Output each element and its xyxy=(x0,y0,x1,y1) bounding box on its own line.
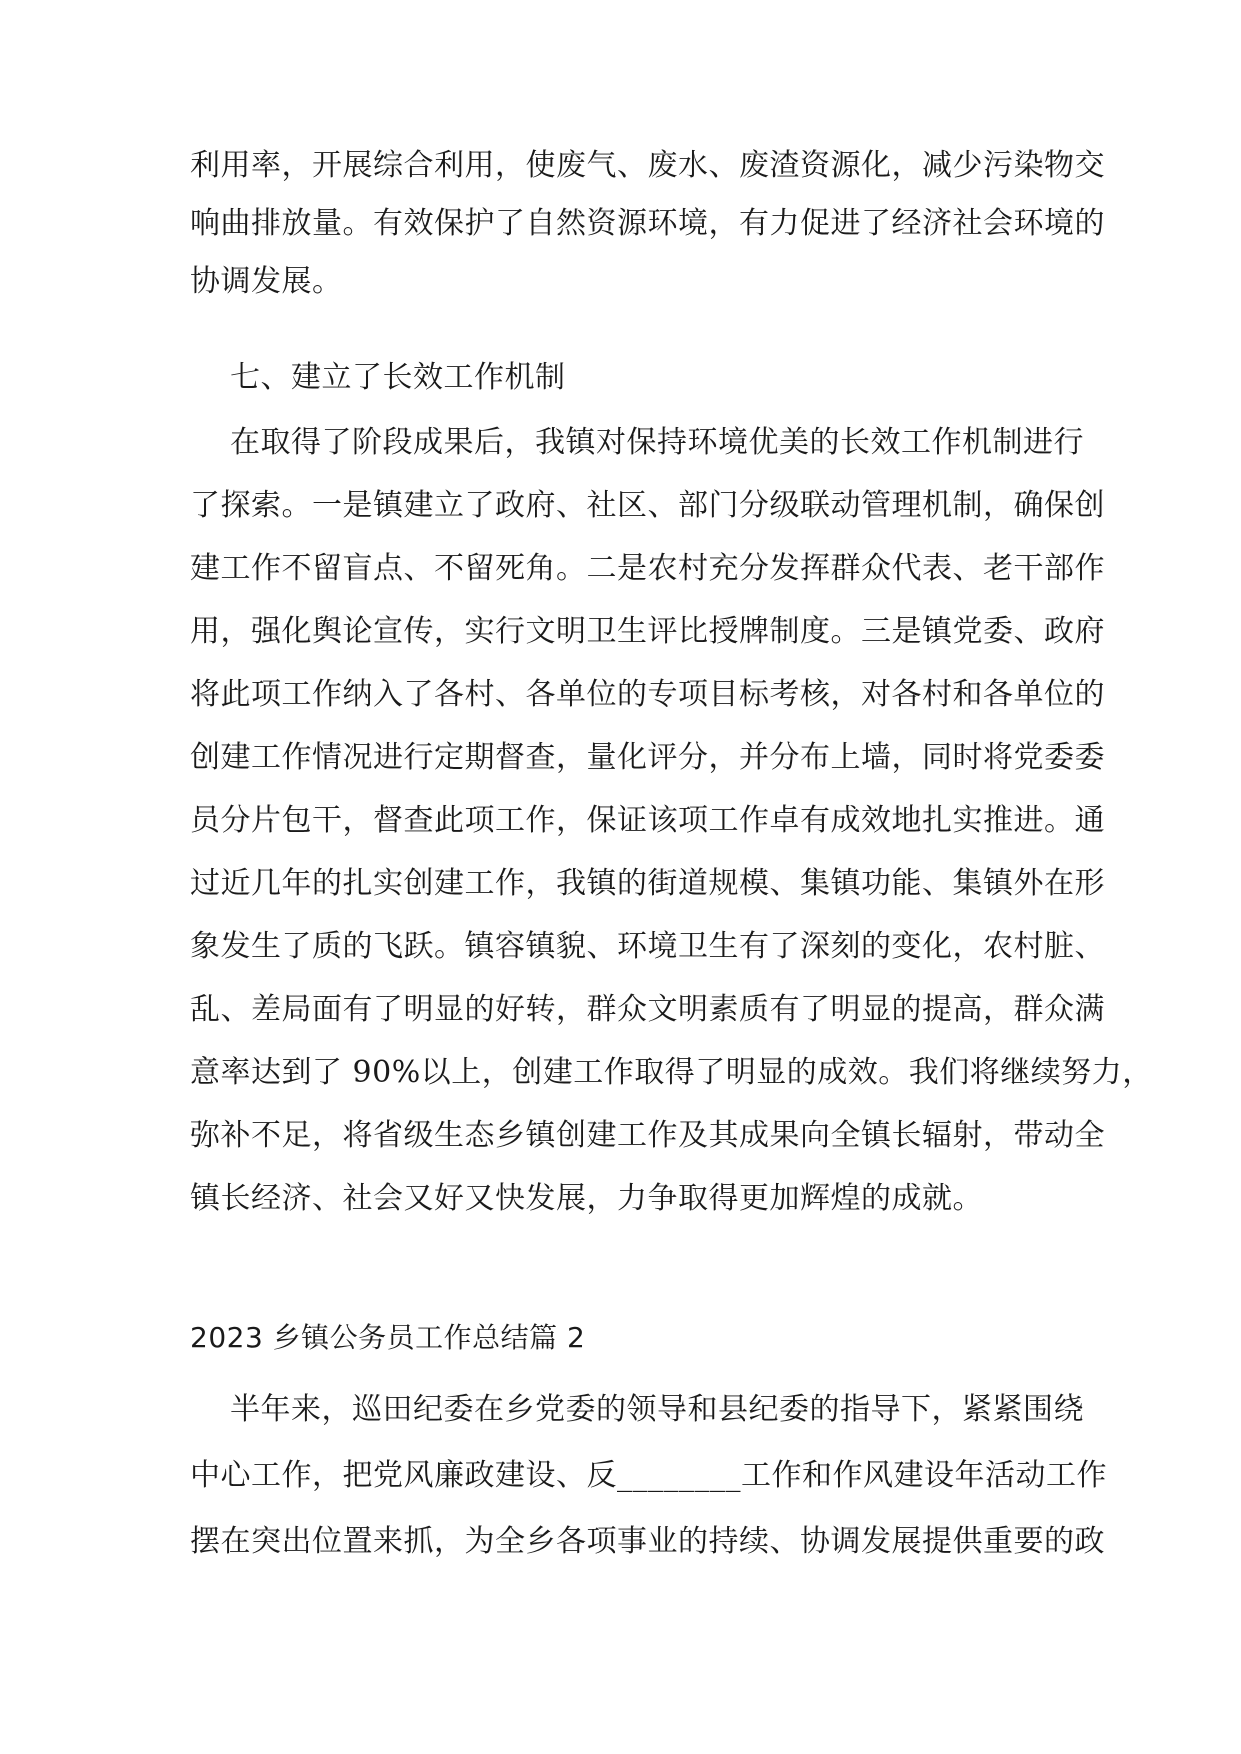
paragraph-line: 用，强化舆论宣传，实行文明卫生评比授牌制度。三是镇党委、政府 xyxy=(190,614,1105,649)
paragraph-line: 建工作不留盲点、不留死角。二是农村充分发挥群众代表、老干部作 xyxy=(190,551,1105,586)
paragraph-line: 响曲排放量。有效保护了自然资源环境，有力促进了经济社会环境的 xyxy=(190,206,1105,241)
paragraph-line: 创建工作情况进行定期督查，量化评分，并分布上墙，同时将党委委 xyxy=(190,740,1105,775)
paragraph-line: 镇长经济、社会又好又快发展，力争取得更加辉煌的成就。 xyxy=(190,1181,983,1216)
paragraph-line: 协调发展。 xyxy=(190,264,343,299)
paragraph-line: 乱、差局面有了明显的好转，群众文明素质有了明显的提高，群众满 xyxy=(190,992,1105,1027)
article-title: 2023 乡镇公务员工作总结篇 2 xyxy=(190,1321,586,1354)
paragraph-line: 意率达到了 90%以上，创建工作取得了明显的成效。我们将继续努力， xyxy=(190,1055,1153,1090)
paragraph-line: 在取得了阶段成果后，我镇对保持环境优美的长效工作机制进行 xyxy=(230,425,1084,460)
paragraph-line: 中心工作，把党风廉政建设、反________工作和作风建设年活动工作 xyxy=(190,1458,1107,1493)
paragraph-line: 半年来，巡田纪委在乡党委的领导和县纪委的指导下，紧紧围绕 xyxy=(230,1392,1084,1427)
section-heading: 七、建立了长效工作机制 xyxy=(230,360,566,395)
paragraph-line: 利用率，开展综合利用，使废气、废水、废渣资源化，减少污染物交 xyxy=(190,148,1105,183)
paragraph-line: 摆在突出位置来抓，为全乡各项事业的持续、协调发展提供重要的政 xyxy=(190,1524,1105,1559)
paragraph-line: 员分片包干，督查此项工作，保证该项工作卓有成效地扎实推进。通 xyxy=(190,803,1105,838)
paragraph-line: 象发生了质的飞跃。镇容镇貌、环境卫生有了深刻的变化，农村脏、 xyxy=(190,929,1105,964)
paragraph-line: 过近几年的扎实创建工作，我镇的街道规模、集镇功能、集镇外在形 xyxy=(190,866,1105,901)
paragraph-line: 弥补不足，将省级生态乡镇创建工作及其成果向全镇长辐射，带动全 xyxy=(190,1118,1105,1153)
paragraph-line: 了探索。一是镇建立了政府、社区、部门分级联动管理机制，确保创 xyxy=(190,488,1105,523)
paragraph-line: 将此项工作纳入了各村、各单位的专项目标考核，对各村和各单位的 xyxy=(190,677,1105,712)
